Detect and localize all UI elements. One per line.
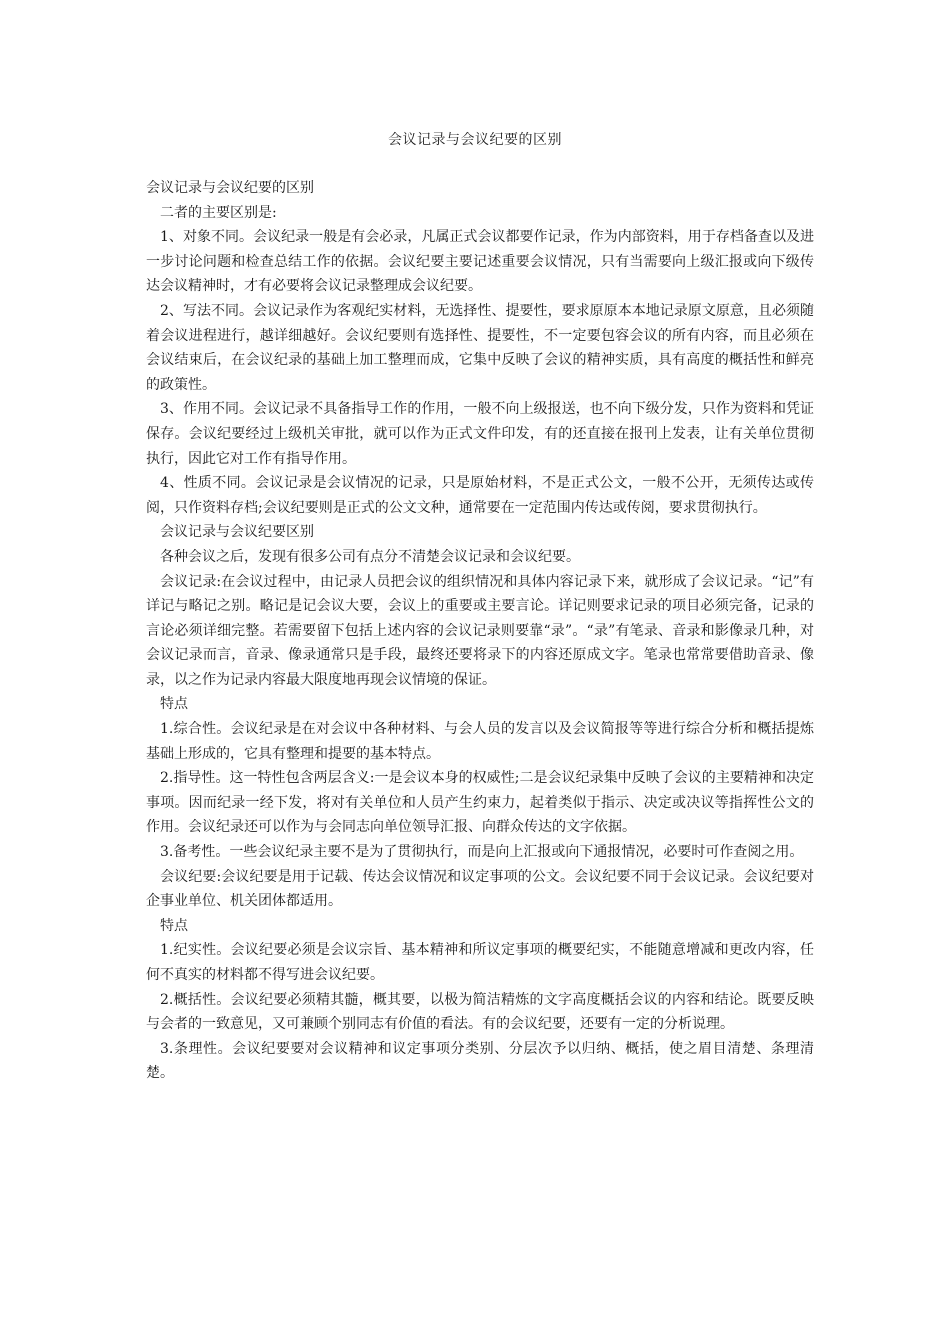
paragraph-heading: 会议记录与会议纪要的区别 — [146, 180, 314, 196]
document-body — [146, 176, 814, 1086]
document-title: 会议记录与会议纪要的区别 — [388, 132, 562, 148]
paragraph-feature-factual: 1.纪实性。会议纪要必须是会议宗旨、基本精神和所议定事项的概要纪实，不能随意增减和更改内容，任何不真实的材料都不得写进会议纪要。 — [146, 942, 814, 983]
paragraph-feature-organized: 3.条理性。会议纪要要对会议精神和议定事项分类别、分层次予以归纳、概括，使之眉目清楚、条理清楚。 — [146, 1040, 814, 1082]
paragraph-feature-concise: 2.概括性。会议纪要必须精其髓，概其要，以极为简洁精炼的文字高度概括会议的内容和结论。既要反映与会者的一致意见，又可兼顾个别同志有价值的看法。有的会议纪要，还要有一定的分析说理。 — [146, 991, 814, 1033]
paragraph-meeting-summary: 会议纪要:会议纪要是用于记载、传达会议情况和议定事项的公文。会议纪要不同于会议记录。会议纪要对企事业单位、机关团体都适用。 — [146, 868, 814, 910]
paragraph-section-heading: 会议记录与会议纪要区别 — [160, 524, 314, 541]
paragraph-writing-difference: 2、写法不同。会议记录作为客观纪实材料，无选择性、提要性，要求原原本本地记录原文原意，且必须随着会议进程进行，越详细越好。会议纪要则有选择性、提要性，不一定要包容会议的所有内容，而且必须在会议结束后，在会议纪录的基础上加工整理而成，它集中反映了会议的精神实质，具有高度的概括性和鲜亮的政策性。 — [146, 302, 814, 393]
paragraph-feature-comprehensive: 1.综合性。会议纪录是在对会议中各种材料、与会人员的发言以及会议简报等等进行综合分析和概括提炼基础上形成的，它具有整理和提要的基本特点。 — [146, 721, 814, 762]
paragraph-function-difference: 3、作用不同。会议记录不具备指导工作的作用，一般不向上级报送，也不向下级分发，只作为资料和凭证保存。会议纪要经过上级机关审批，就可以作为正式文件印发，有的还直接在报刊上发表，让有关单位贯彻执行，因此它对工作有指导作用。 — [146, 401, 814, 467]
paragraph-section-intro: 各种会议之后，发现有很多公司有点分不清楚会议记录和会议纪要。 — [160, 548, 580, 565]
paragraph-minutes-record: 会议记录:在会议过程中，由记录人员把会议的组织情况和具体内容记录下来，就形成了会议记录。“记”有详记与略记之别。略记是记会议大要，会议上的重要或主要言论。详记则要求记录的项目必须完备，记录的言论必须详细完整。若需要留下包括上述内容的会议记录则要靠“录”。“录”有笔录、音录和影像录几种，对会议记录而言，音录、像录通常只是手段，最终还要将录下的内容还原成文字。笔录也常常要借助音录、像录，以之作为记录内容最大限度地再现会议情境的保证。 — [146, 573, 814, 688]
paragraph-feature-reference: 3.备考性。一些会议纪录主要不是为了贯彻执行，而是向上汇报或向下通报情况，必要时可作查阅之用。 — [160, 844, 804, 861]
paragraph-features-heading: 特点 — [160, 696, 188, 713]
paragraph-nature-difference: 4、性质不同。会议记录是会议情况的记录，只是原始材料，不是正式公文，一般不公开，无须传达或传阅，只作资料存档;会议纪要则是正式的公文文种，通常要在一定范围内传达或传阅，要求贯彻执行。 — [146, 475, 814, 516]
paragraph-features-heading-2: 特点 — [160, 917, 188, 934]
paragraph-feature-guidance: 2.指导性。这一特性包含两层含义:一是会议本身的权威性;二是会议纪录集中反映了会议的主要精神和决定事项。因而纪录一经下发，将对有关单位和人员产生约束力，起着类似于指示、决定或决议等指挥性公文的作用。会议纪录还可以作为与会同志向单位领导汇报、向群众传达的文字依据。 — [146, 770, 814, 836]
paragraph-intro: 二者的主要区别是: — [160, 204, 277, 221]
paragraph-object-difference: 1、对象不同。会议纪录一般是有会必录，凡属正式会议都要作记录，作为内部资料，用于存档备查以及进一步讨论问题和检查总结工作的依据。会议纪要主要记述重要会议情况，只有当需要向上级汇报或向下级传达会议精神时，才有必要将会议记录整理成会议纪要。 — [146, 229, 814, 295]
